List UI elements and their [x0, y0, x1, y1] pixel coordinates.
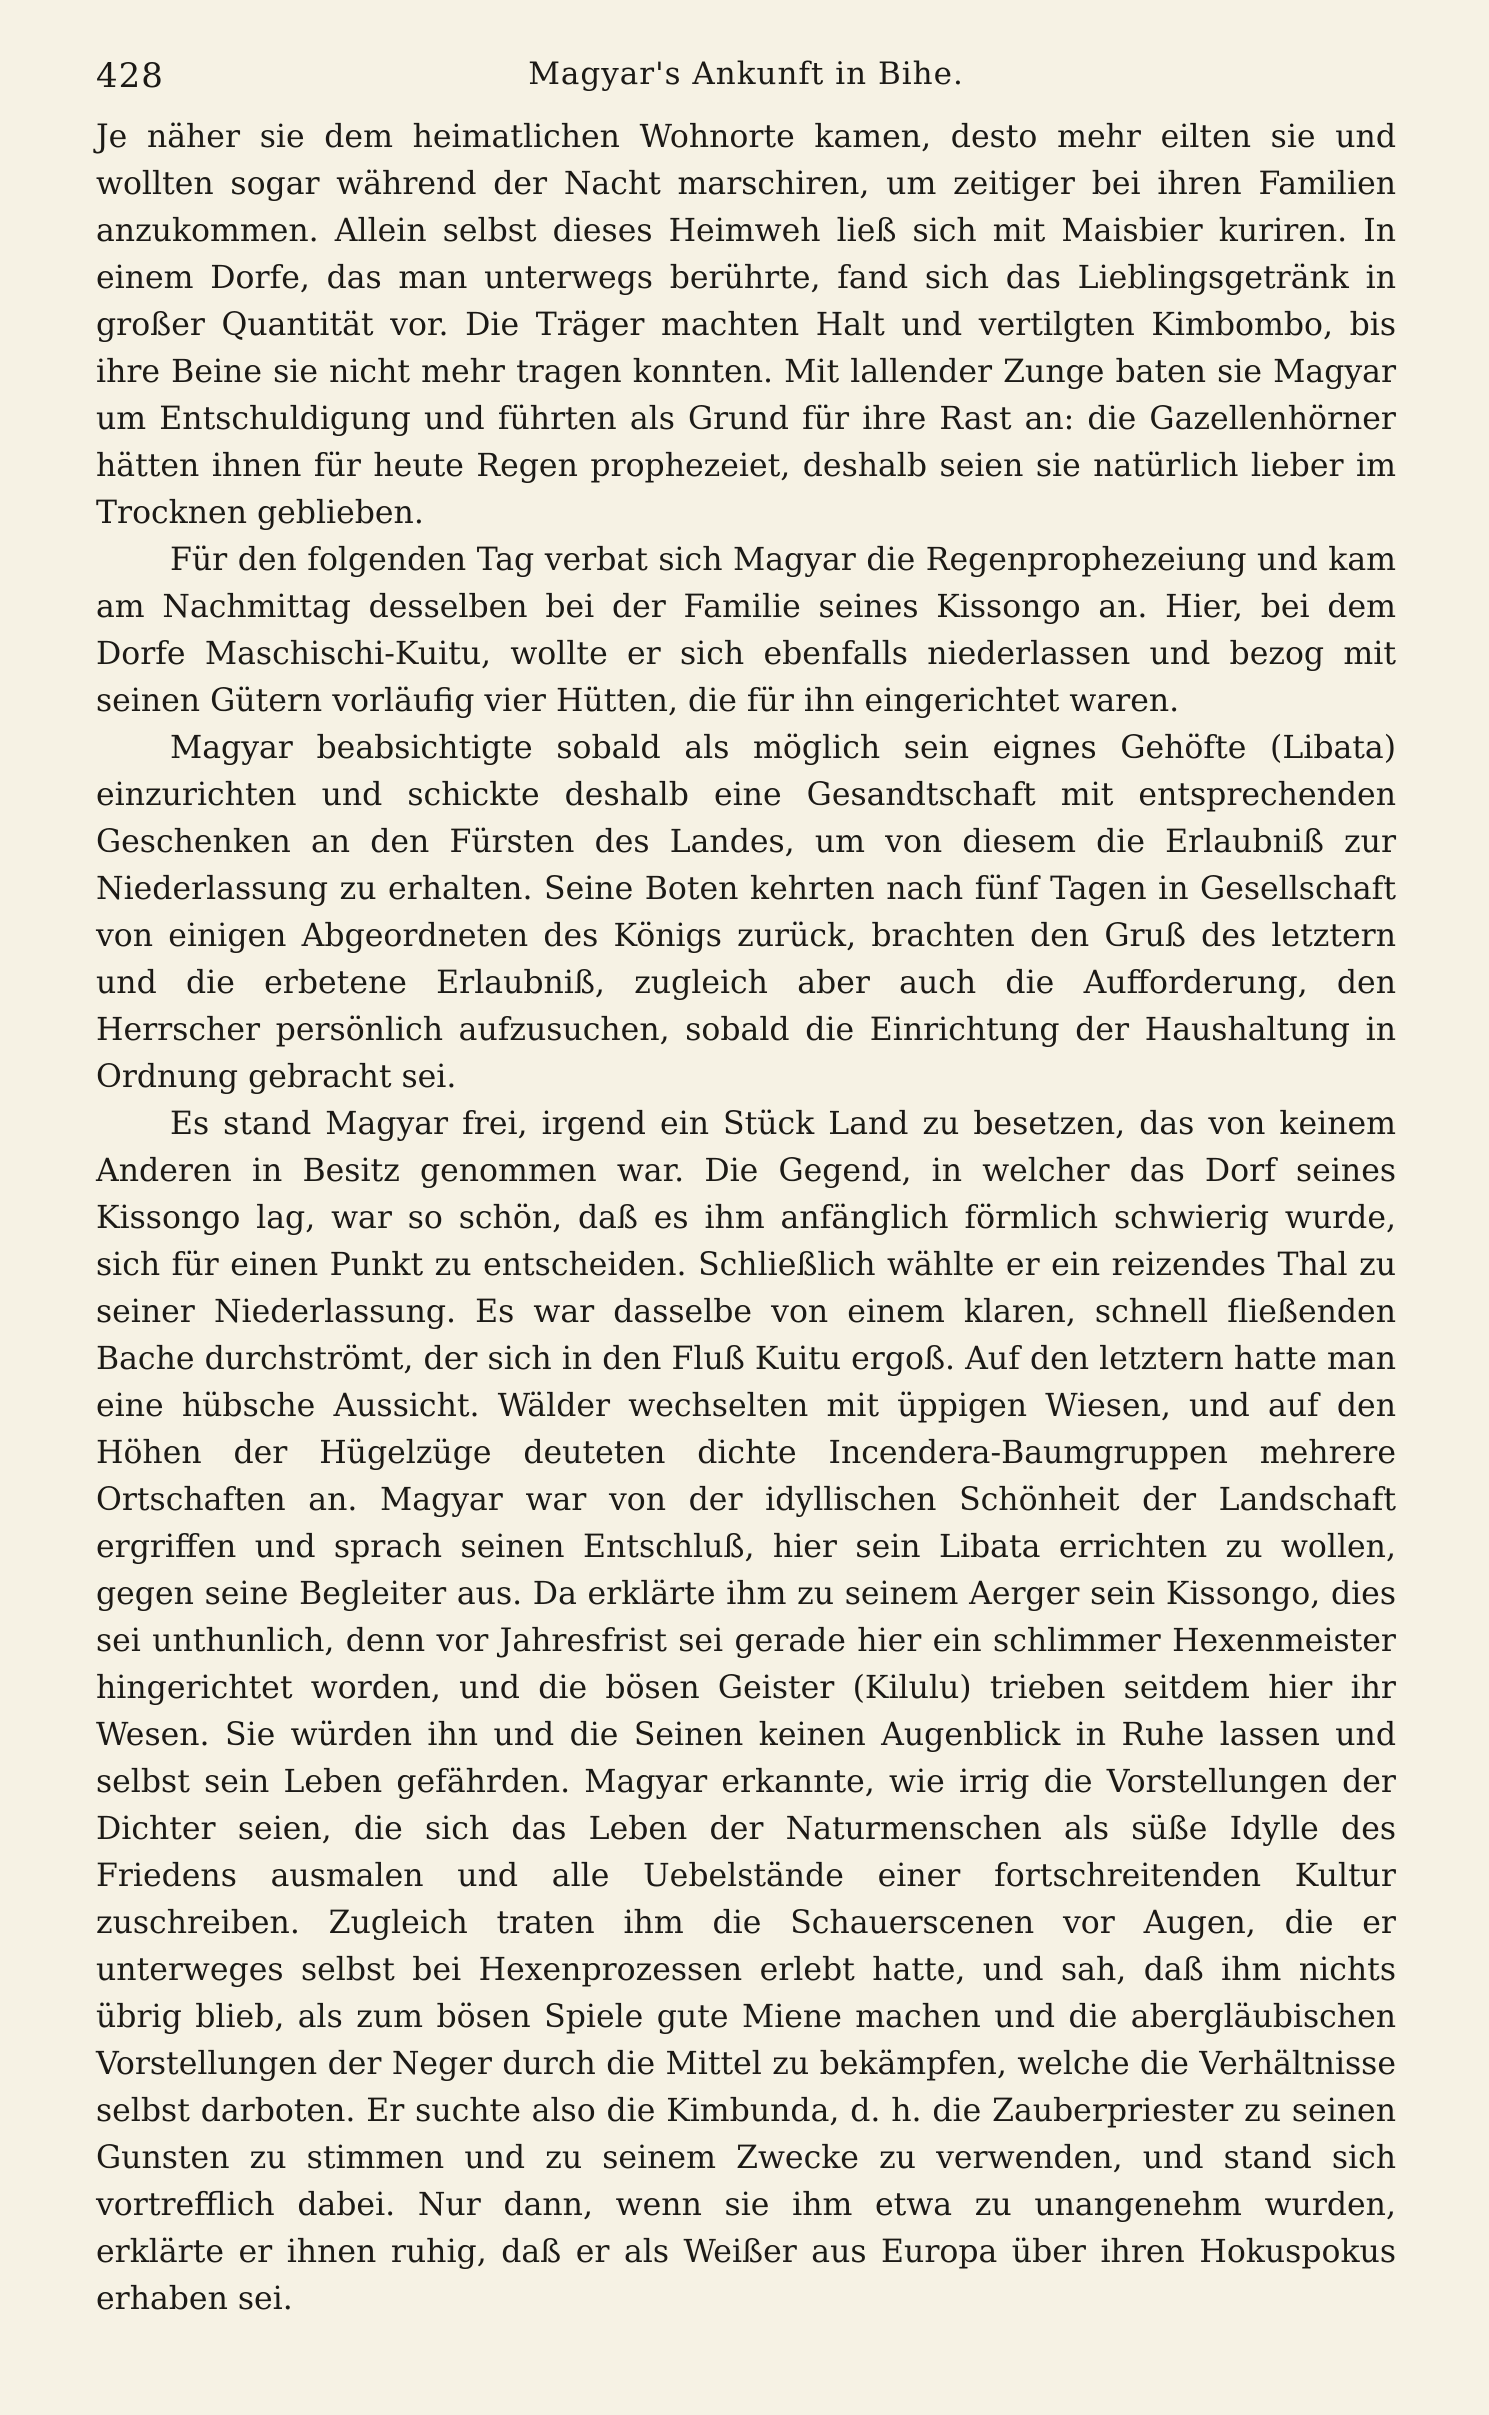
- book-page: [96, 50, 1396, 2323]
- paragraph-1: Je näher sie dem heimatlichen Wohnorte kamen, desto mehr eilten sie und wollten sogar während der Nacht marschiren, um zeitiger bei ihren Familien anzukommen. Allein selbst dieses Heimweh ließ sich mit Maisbier kuriren. In einem Dorfe, das man unterwegs berührte, fand sich das Lieblingsgetränk in großer Quantität vor. Die Träger machten Halt und vertilgten Kimbombo, bis ihre Beine sie nicht mehr tragen konnten. Mit lallender Zunge baten sie Magyar um Entschuldigung und führten als Grund für ihre Rast an: die Gazellenhörner hätten ihnen für heute Regen prophezeiet, deshalb seien sie natürlich lieber im Trocknen geblieben.: [96, 119, 1396, 531]
- page-header: [96, 50, 1396, 114]
- paragraph-2: Für den folgenden Tag verbat sich Magyar die Regenprophezeiung und kam am Nachmittag desselben bei der Familie seines Kissongo an. Hier, bei dem Dorfe Maschischi-Kuitu, wollte er sich ebenfalls niederlassen und bezog mit seinen Gütern vorläufig vier Hütten, die für ihn eingerichtet waren.: [96, 542, 1396, 719]
- body-text: [96, 114, 1396, 2323]
- paragraph-4: Es stand Magyar frei, irgend ein Stück Land zu besetzen, das von keinem Anderen in Besitz genommen war. Die Gegend, in welcher das Dorf seines Kissongo lag, war so schön, daß es ihm anfänglich förmlich schwierig wurde, sich für einen Punkt zu entscheiden. Schließlich wählte er ein reizendes Thal zu seiner Niederlassung. Es war dasselbe von einem klaren, schnell fließenden Bache durchströmt, der sich in den Fluß Kuitu ergoß. Auf den letztern hatte man eine hübsche Aussicht. Wälder wechselten mit üppigen Wiesen, und auf den Höhen der Hügelzüge deuteten dichte Incendera-Baumgruppen mehrere Ortschaften an. Magyar war von der idyllischen Schönheit der Landschaft ergriffen und sprach seinen Entschluß, hier sein Libata errichten zu wollen, gegen seine Begleiter aus. Da erklärte ihm zu seinem Aerger sein Kissongo, dies sei unthunlich, denn vor Jahresfrist sei gerade hier ein schlimmer Hexenmeister hingerichtet worden, und die bösen Geister (Kilulu) trieben seitdem hier ihr Wesen. Sie würden ihn und die Seinen keinen Augenblick in Ruhe lassen und selbst sein Leben gefährden. Magyar erkannte, wie irrig die Vorstellungen der Dichter seien, die sich das Leben der Naturmenschen als süße Idylle des Friedens ausmalen und alle Uebelstände einer fortschreitenden Kultur zuschreiben. Zugleich traten ihm die Schauerscenen vor Augen, die er unterweges selbst bei Hexenprozessen erlebt hatte, und sah, daß ihm nichts übrig blieb, als zum bösen Spiele gute Miene machen und die abergläubischen Vorstellungen der Neger durch die Mittel zu bekämpfen, welche die Verhältnisse selbst darboten. Er suchte also die Kimbunda, d. h. die Zauberpriester zu seinen Gunsten zu stimmen und zu seinem Zwecke zu verwenden, und stand sich vortrefflich dabei. Nur dann, wenn sie ihm etwa zu unangenehm wurden, erklärte er ihnen ruhig, daß er als Weißer aus Europa über ihren Hokuspokus erhaben sei.: [96, 1106, 1396, 2317]
- running-head: Magyar's Ankunft in Bihe.: [528, 56, 964, 92]
- page-number: 428: [96, 56, 164, 96]
- paragraph-3: Magyar beabsichtigte sobald als möglich sein eignes Gehöfte (Libata) einzurichten und schickte deshalb eine Gesandtschaft mit entsprechenden Geschenken an den Fürsten des Landes, um von diesem die Erlaubniß zur Niederlassung zu erhalten. Seine Boten kehrten nach fünf Tagen in Gesellschaft von einigen Abgeordneten des Königs zurück, brachten den Gruß des letztern und die erbetene Erlaubniß, zugleich aber auch die Aufforderung, den Herrscher persönlich aufzusuchen, sobald die Einrichtung der Haushaltung in Ordnung gebracht sei.: [96, 730, 1396, 1095]
